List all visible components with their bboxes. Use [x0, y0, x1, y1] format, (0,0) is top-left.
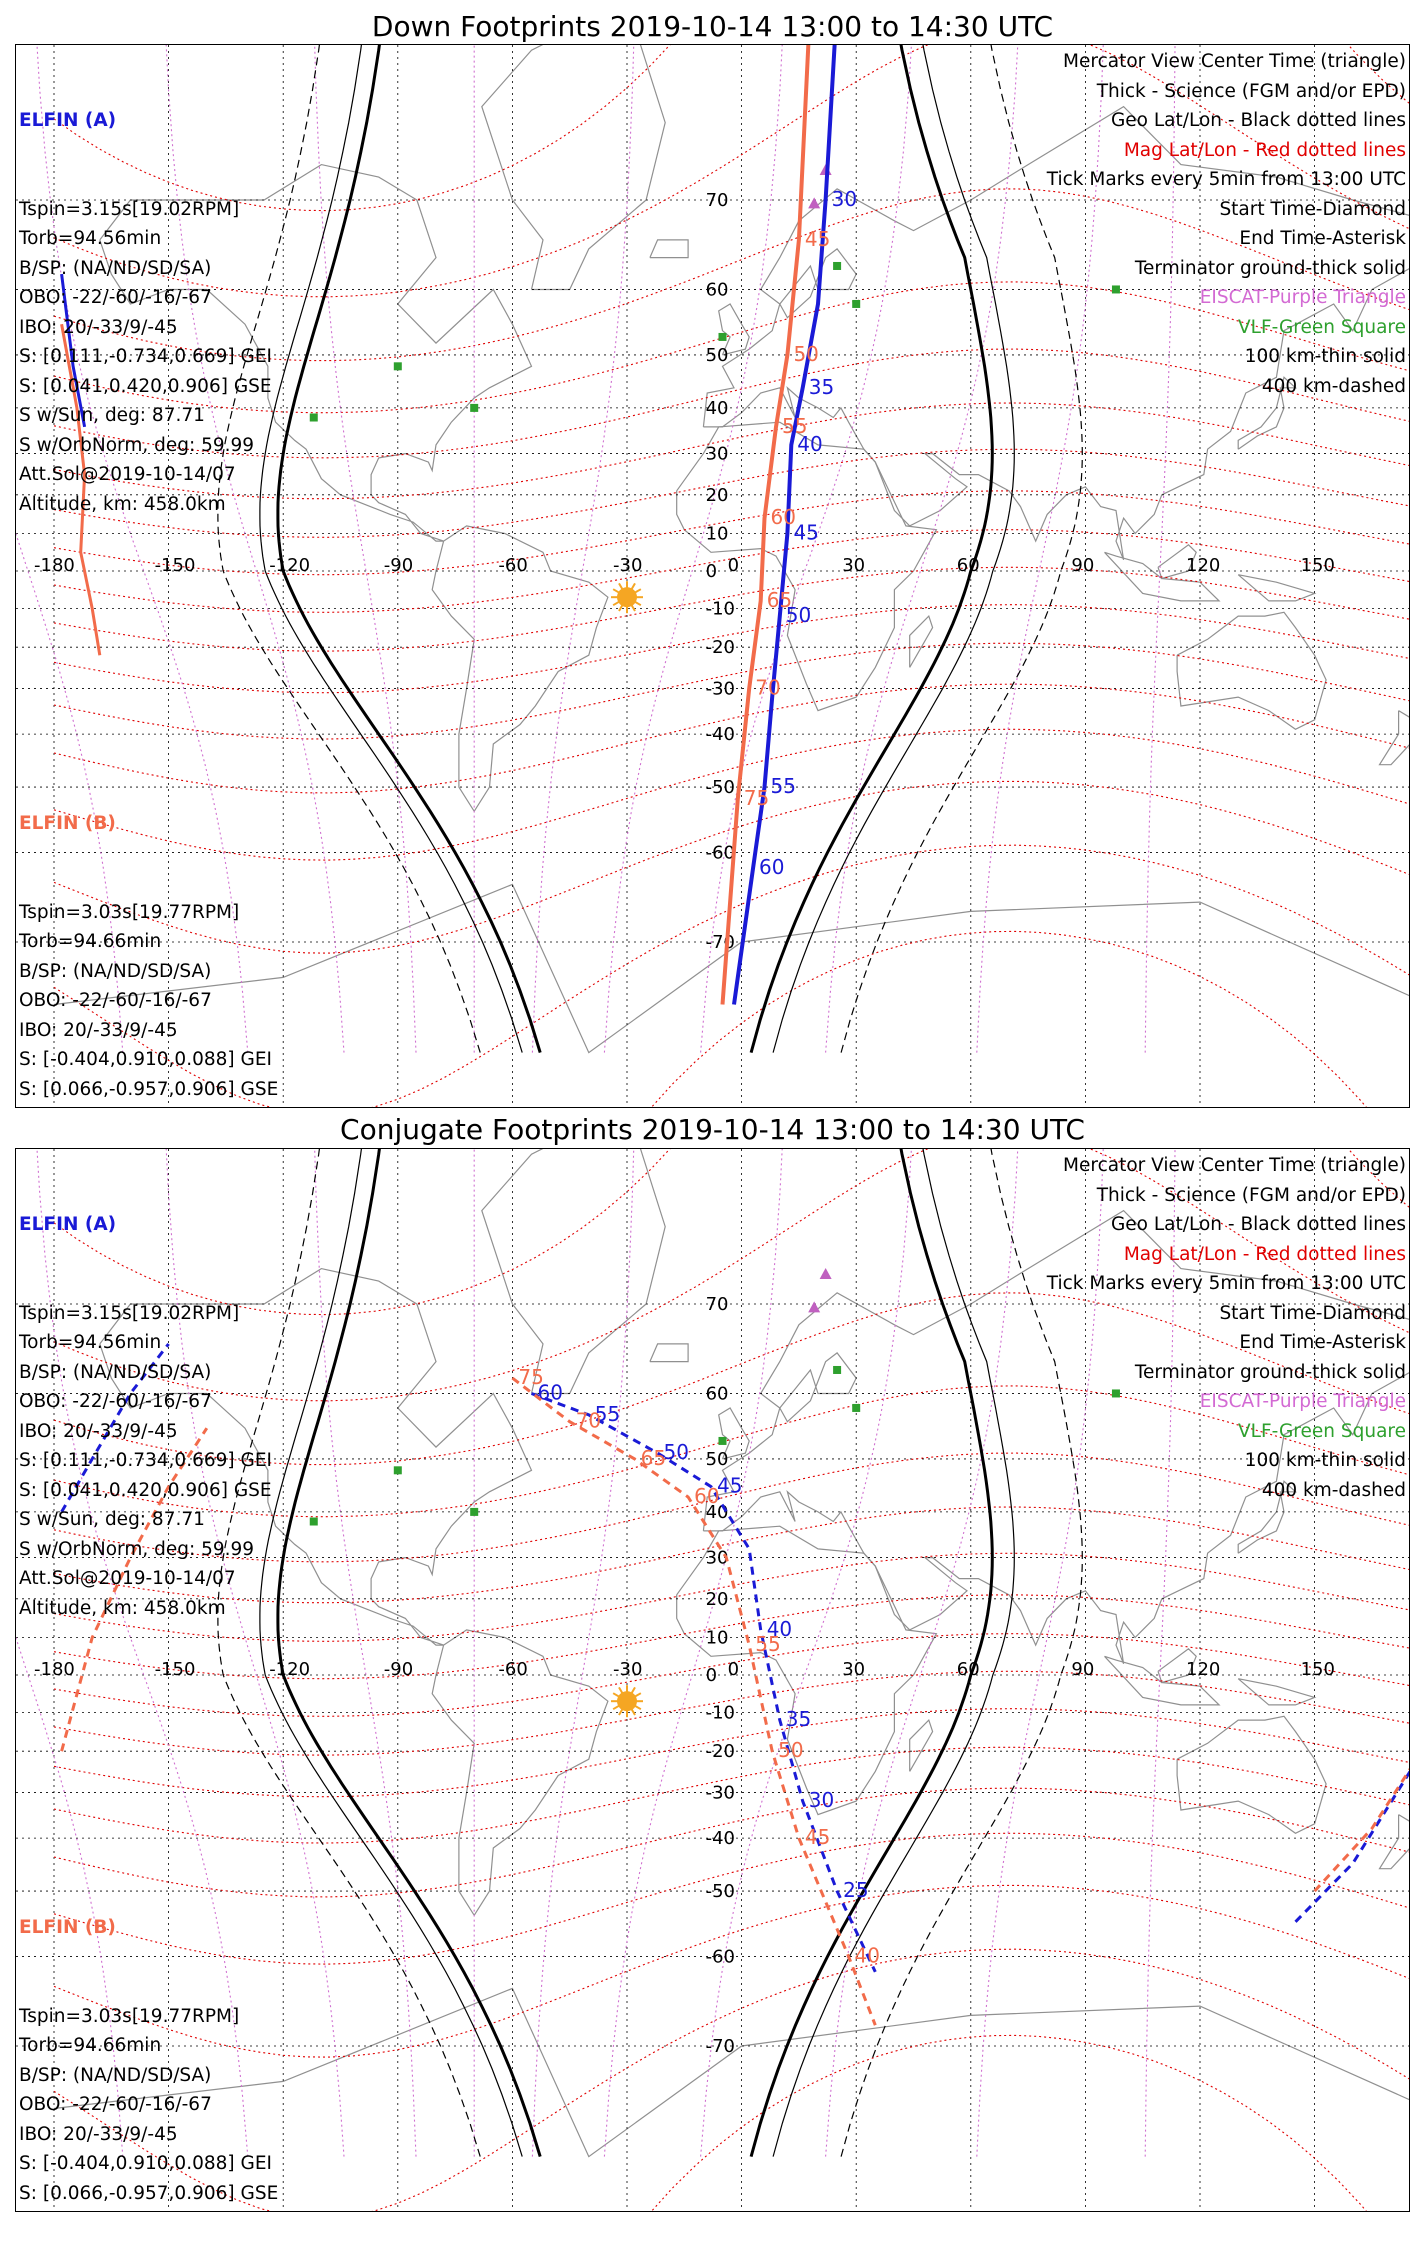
elfin-a-lines — [19, 1299, 272, 1624]
info-line: B/SP: (NA/ND/SD/SA) — [19, 960, 212, 982]
lon-tick-label: 90 — [1071, 555, 1095, 576]
elfin-a-track-label: 55 — [594, 1401, 621, 1426]
legend-entry: 100 km-thin solid — [1244, 1450, 1406, 1471]
elfin-b-track-label: 60 — [770, 505, 796, 530]
sun-ray — [619, 1709, 623, 1715]
legend-entry: Mercator View Center Time (triangle) — [1063, 51, 1406, 72]
legend-entry: Mag Lat/Lon - Red dotted lines — [1123, 1243, 1406, 1265]
info-line: S: [-0.404,0.910,0.088] GEI — [19, 1049, 272, 1070]
lat-tick-label: 20 — [705, 1588, 729, 1610]
legend-entry: EISCAT-Purple Triangle — [1199, 1391, 1406, 1412]
info-line: Altitude, km: 458.0km — [19, 1597, 226, 1619]
lat-tick-label: 20 — [705, 484, 729, 506]
lon-tick-label: 30 — [842, 555, 866, 576]
elfin-b-lines — [19, 898, 278, 1109]
sun-ray — [613, 602, 619, 606]
lon-tick-label: -180 — [34, 1659, 75, 1680]
elfin-b-name: ELFIN (B) — [19, 813, 116, 834]
elfin-b-track-label: 40 — [854, 1943, 881, 1968]
lat-tick-label: 50 — [705, 344, 729, 366]
elfin-b-lines — [19, 2002, 278, 2213]
terminator-ground — [278, 45, 540, 1053]
info-line — [19, 1104, 278, 1108]
info-line: B/SP: (NA/ND/SD/SA) — [19, 2064, 212, 2086]
sun-ray — [619, 1687, 623, 1693]
info-line: S w/Sun, deg: 87.71 — [19, 1509, 205, 1530]
lat-tick-label: 10 — [705, 1627, 729, 1649]
vlf-square — [310, 1518, 318, 1526]
legend-entry: VLF-Green Square — [1238, 316, 1406, 338]
lon-tick-label: 150 — [1300, 555, 1335, 576]
vlf-square — [852, 300, 860, 308]
panel-title: Down Footprints 2019-10-14 13:00 to 14:30 UTC — [371, 10, 1054, 43]
info-line: OBO: -22/-60/-16/-67 — [19, 1391, 212, 1412]
coastline — [1380, 1815, 1410, 1869]
lon-tick-label: -60 — [498, 555, 528, 576]
legend — [1047, 47, 1406, 401]
legend-entry: 100 km-thin solid — [1244, 346, 1406, 367]
info-line: IBO: 20/-33/9/-45 — [19, 2123, 178, 2145]
info-line: S: [0.111,-0.734,0.669] GEI — [19, 1450, 272, 1471]
lat-tick-label: -30 — [705, 678, 736, 700]
lat-tick-label: -70 — [705, 2036, 736, 2057]
legend-entry: Terminator ground-thick solid — [1134, 257, 1406, 279]
vlf-square — [394, 1466, 402, 1474]
elfin-b-track — [1315, 1751, 1409, 1891]
legend-entry: End Time-Asterisk — [1239, 1332, 1406, 1353]
info-line: S w/OrbNorm, deg: 59.99 — [19, 1538, 255, 1560]
lon-tick-label: -60 — [498, 1659, 528, 1680]
elfin-b-info — [19, 750, 278, 1108]
elfin-b-track-label: 55 — [781, 413, 808, 438]
info-line: Att.Sol@2019-10-14/07 — [19, 1568, 236, 1589]
elfin-b-track-label: 50 — [793, 341, 819, 366]
mag-meridian — [532, 45, 635, 1053]
sun-ray — [619, 605, 623, 611]
coastline — [1177, 1716, 1326, 1833]
elfin-a-track — [532, 1394, 876, 1972]
lat-tick-label: -50 — [705, 1881, 736, 1903]
sun-ray — [632, 605, 636, 611]
elfin-a-name: ELFIN (A) — [19, 1214, 117, 1235]
legend-entry: Thick - Science (FGM and/or EPD) — [1096, 80, 1406, 102]
vlf-square — [310, 414, 318, 422]
lat-tick-label: 30 — [705, 443, 729, 465]
legend-entry: EISCAT-Purple Triangle — [1199, 287, 1406, 308]
vlf-square — [719, 1437, 727, 1445]
legend-entry: Geo Lat/Lon - Black dotted lines — [1110, 110, 1406, 131]
info-line: OBO: -22/-60/-16/-67 — [19, 990, 212, 1011]
lon-tick-label: -90 — [383, 1659, 414, 1680]
coastline — [910, 616, 933, 667]
info-line: IBO: 20/-33/9/-45 — [19, 316, 178, 338]
lat-tick-label: -50 — [705, 777, 736, 799]
lat-tick-label: -60 — [705, 842, 736, 864]
elfin-a-track-label: 25 — [843, 1878, 869, 1903]
lon-tick-label: -30 — [613, 1659, 643, 1680]
model-name — [1075, 1104, 1406, 1108]
elfin-a-info — [19, 47, 272, 578]
lat-tick-label: -40 — [705, 1828, 736, 1850]
lon-tick-label: 150 — [1300, 1659, 1335, 1680]
info-line: S: [0.066,-0.957,0.906] GSE — [19, 1078, 279, 1100]
vlf-square — [470, 1508, 478, 1516]
lon-tick-label: 60 — [956, 555, 980, 576]
elfin-a-track — [1296, 1638, 1410, 1922]
lat-tick-label: -30 — [705, 1782, 736, 1804]
coastline — [1380, 711, 1410, 765]
sun-ray — [635, 589, 641, 593]
elfin-a-track-label: 35 — [785, 1707, 812, 1732]
info-line: S: [0.041,0.420,0.906] GSE — [19, 375, 272, 397]
info-line: Tspin=3.15s[19.02RPM] — [19, 1302, 240, 1324]
legend-entry: Tick Marks every 5min from 13:00 UTC — [1046, 169, 1406, 190]
sun-icon — [617, 1691, 637, 1711]
coastline — [482, 45, 665, 290]
info-line: B/SP: (NA/ND/SD/SA) — [19, 257, 212, 279]
sun-ray — [619, 583, 623, 589]
vlf-square — [470, 404, 478, 412]
sun-ray — [613, 589, 619, 593]
info-line: OBO: -22/-60/-16/-67 — [19, 287, 212, 308]
elfin-b-track-label: 55 — [755, 1632, 781, 1657]
lat-tick-label: -10 — [705, 598, 736, 620]
elfin-a-track-label: 35 — [808, 374, 835, 399]
lat-tick-label: -40 — [705, 724, 736, 746]
coastline — [482, 1149, 665, 1394]
info-line: S w/Sun, deg: 87.71 — [19, 405, 205, 426]
lat-tick-label: 70 — [705, 190, 729, 211]
coastline — [1238, 1679, 1314, 1705]
panel-title: Conjugate Footprints 2019-10-14 13:00 to 14:30 UTC — [340, 1113, 1085, 1146]
elfin-a-track-label: 30 — [808, 1788, 835, 1813]
sun-ray — [635, 602, 641, 606]
lon-tick-label: 0 — [727, 1659, 740, 1680]
sun-ray — [632, 583, 636, 589]
legend-entry: End Time-Asterisk — [1239, 228, 1406, 249]
legend-entry: Geo Lat/Lon - Black dotted lines — [1110, 1214, 1406, 1235]
sun-icon — [617, 587, 637, 607]
model-info — [1075, 2149, 1406, 2212]
elfin-b-name: ELFIN (B) — [19, 1917, 116, 1938]
info-line: Tspin=3.03s[19.77RPM] — [19, 2005, 240, 2027]
info-line: B/SP: (NA/ND/SD/SA) — [19, 1361, 212, 1383]
legend-entry: Thick - Science (FGM and/or EPD) — [1096, 1184, 1406, 1206]
sun-ray — [635, 1693, 641, 1697]
map-frame — [15, 44, 1410, 1108]
eiscat-triangle — [820, 1268, 832, 1279]
vlf-square — [719, 333, 727, 341]
sun-ray — [613, 1706, 619, 1710]
coastline — [650, 240, 688, 258]
lon-tick-label: 30 — [842, 1659, 866, 1680]
elfin-b-track-label: 75 — [743, 785, 770, 810]
elfin-b-track-label: 70 — [755, 675, 781, 700]
lat-tick-label: -20 — [705, 637, 736, 659]
elfin-a-track-label: 60 — [759, 854, 785, 879]
legend-entry: Tick Marks every 5min from 13:00 UTC — [1046, 1273, 1406, 1294]
lat-tick-label: -10 — [705, 1702, 736, 1724]
elfin-b-track-label: 65 — [640, 1445, 667, 1470]
elfin-a-track-label: 50 — [785, 603, 812, 628]
vlf-square — [852, 1404, 860, 1412]
lon-tick-label: 60 — [956, 1659, 980, 1680]
elfin-b-info — [19, 1854, 278, 2212]
legend-entry: VLF-Green Square — [1238, 1420, 1406, 1442]
mag-meridian — [826, 1149, 1021, 2157]
legend-entry: Start Time-Diamond — [1219, 1302, 1406, 1324]
lat-tick-label: 10 — [705, 523, 729, 545]
lat-tick-label: 60 — [705, 1383, 729, 1405]
elfin-a-track-label: 60 — [537, 1380, 563, 1405]
lat-tick-label: 40 — [705, 1501, 729, 1523]
elfin-a-lines — [19, 195, 272, 520]
lon-tick-label: 0 — [727, 555, 740, 576]
lat-tick-label: 70 — [705, 1294, 729, 1315]
lon-tick-label: 120 — [1186, 555, 1221, 576]
elfin-b-track-label: 60 — [694, 1483, 720, 1508]
lon-tick-label: -150 — [154, 555, 196, 576]
lat-tick-label: 0 — [705, 561, 718, 582]
elfin-b-track-label: 75 — [518, 1365, 544, 1390]
sun-ray — [613, 1693, 619, 1697]
terminator-ground — [278, 1149, 540, 2157]
info-line: IBO: 20/-33/9/-45 — [19, 1019, 178, 1041]
elfin-a-track-label: 40 — [766, 1616, 793, 1641]
sun-ray — [632, 1709, 636, 1715]
legend-entry: Mercator View Center Time (triangle) — [1063, 1155, 1406, 1176]
mag-meridian — [532, 1149, 635, 2157]
info-line — [19, 2208, 278, 2212]
legend-entry: 400 km-dashed — [1261, 375, 1406, 397]
elfin-b-track-label: 65 — [766, 587, 793, 612]
coastline — [1238, 575, 1314, 601]
info-line: S w/OrbNorm, deg: 59.99 — [19, 434, 255, 456]
vlf-square — [833, 262, 841, 270]
legend-entry: Mag Lat/Lon - Red dotted lines — [1123, 139, 1406, 161]
mag-meridian — [701, 45, 914, 1053]
info-line: OBO: -22/-60/-16/-67 — [19, 2094, 212, 2115]
lat-tick-label: 30 — [705, 1547, 729, 1569]
lon-tick-label: -150 — [154, 1659, 196, 1680]
lat-tick-label: 0 — [705, 1665, 718, 1686]
mag-meridian — [313, 1149, 416, 2157]
elfin-a-track-label: 40 — [797, 431, 823, 456]
sun-ray — [632, 1687, 636, 1693]
vlf-square — [394, 362, 402, 370]
info-line: Torb=94.66min — [19, 931, 162, 952]
lat-tick-label: -70 — [705, 932, 736, 953]
model-name — [1075, 2208, 1406, 2212]
lat-tick-label: 40 — [705, 397, 729, 419]
info-line: S: [0.111,-0.734,0.669] GEI — [19, 346, 272, 367]
lat-tick-label: 60 — [705, 279, 729, 301]
coastline — [780, 1353, 856, 1422]
mag-meridian — [701, 1149, 914, 2157]
elfin-b-track-label: 45 — [804, 1825, 831, 1850]
elfin-a-track-label: 50 — [663, 1440, 690, 1465]
elfin-b-track-label: 70 — [575, 1408, 602, 1433]
eiscat-triangle — [808, 1301, 820, 1312]
lat-tick-label: -20 — [705, 1741, 736, 1763]
elfin-a-track-label: 55 — [770, 774, 796, 799]
lat-tick-label: -60 — [705, 1946, 736, 1968]
sun-ray — [635, 1706, 641, 1710]
coastline — [1177, 612, 1326, 729]
info-line: Tspin=3.15s[19.02RPM] — [19, 198, 240, 220]
info-line: Altitude, km: 458.0km — [19, 493, 226, 515]
info-line: S: [-0.404,0.910,0.088] GEI — [19, 2153, 272, 2174]
mag-meridian — [313, 45, 416, 1053]
lon-tick-label: -90 — [383, 555, 414, 576]
lon-tick-label: -30 — [613, 555, 643, 576]
info-line: Tspin=3.03s[19.77RPM] — [19, 901, 240, 923]
elfin-b-track-label: 45 — [804, 226, 831, 251]
coastline — [650, 1344, 688, 1362]
lon-tick-label: -120 — [269, 555, 311, 576]
info-line: Torb=94.66min — [19, 2035, 162, 2056]
elfin-a-track-label: 45 — [717, 1473, 743, 1498]
info-line: Torb=94.56min — [19, 228, 162, 249]
lon-tick-label: 120 — [1186, 1659, 1221, 1680]
elfin-a-track-label: 45 — [793, 520, 819, 545]
map-frame — [15, 1148, 1410, 2212]
elfin-a-name: ELFIN (A) — [19, 110, 117, 131]
model-info — [1075, 1045, 1406, 1108]
vlf-square — [833, 1366, 841, 1374]
info-line: S: [0.066,-0.957,0.906] GSE — [19, 2182, 279, 2204]
info-line: S: [0.041,0.420,0.906] GSE — [19, 1479, 272, 1501]
lon-tick-label: 90 — [1071, 1659, 1095, 1680]
elfin-b-track-label: 50 — [778, 1738, 804, 1763]
info-line: IBO: 20/-33/9/-45 — [19, 1420, 178, 1442]
coastline — [910, 1720, 933, 1771]
lon-tick-label: -180 — [34, 555, 75, 576]
elfin-a-track-label: 30 — [831, 187, 858, 211]
lon-tick-label: -120 — [269, 1659, 311, 1680]
lat-tick-label: 50 — [705, 1448, 729, 1470]
legend-entry: 400 km-dashed — [1261, 1479, 1406, 1501]
legend-entry: Terminator ground-thick solid — [1134, 1361, 1406, 1383]
info-line: Torb=94.56min — [19, 1332, 162, 1353]
legend-entry: Start Time-Diamond — [1219, 198, 1406, 220]
elfin-a-info — [19, 1151, 272, 1682]
eiscat-triangle — [808, 197, 820, 208]
info-line: Att.Sol@2019-10-14/07 — [19, 464, 236, 485]
legend — [1047, 1151, 1406, 1505]
